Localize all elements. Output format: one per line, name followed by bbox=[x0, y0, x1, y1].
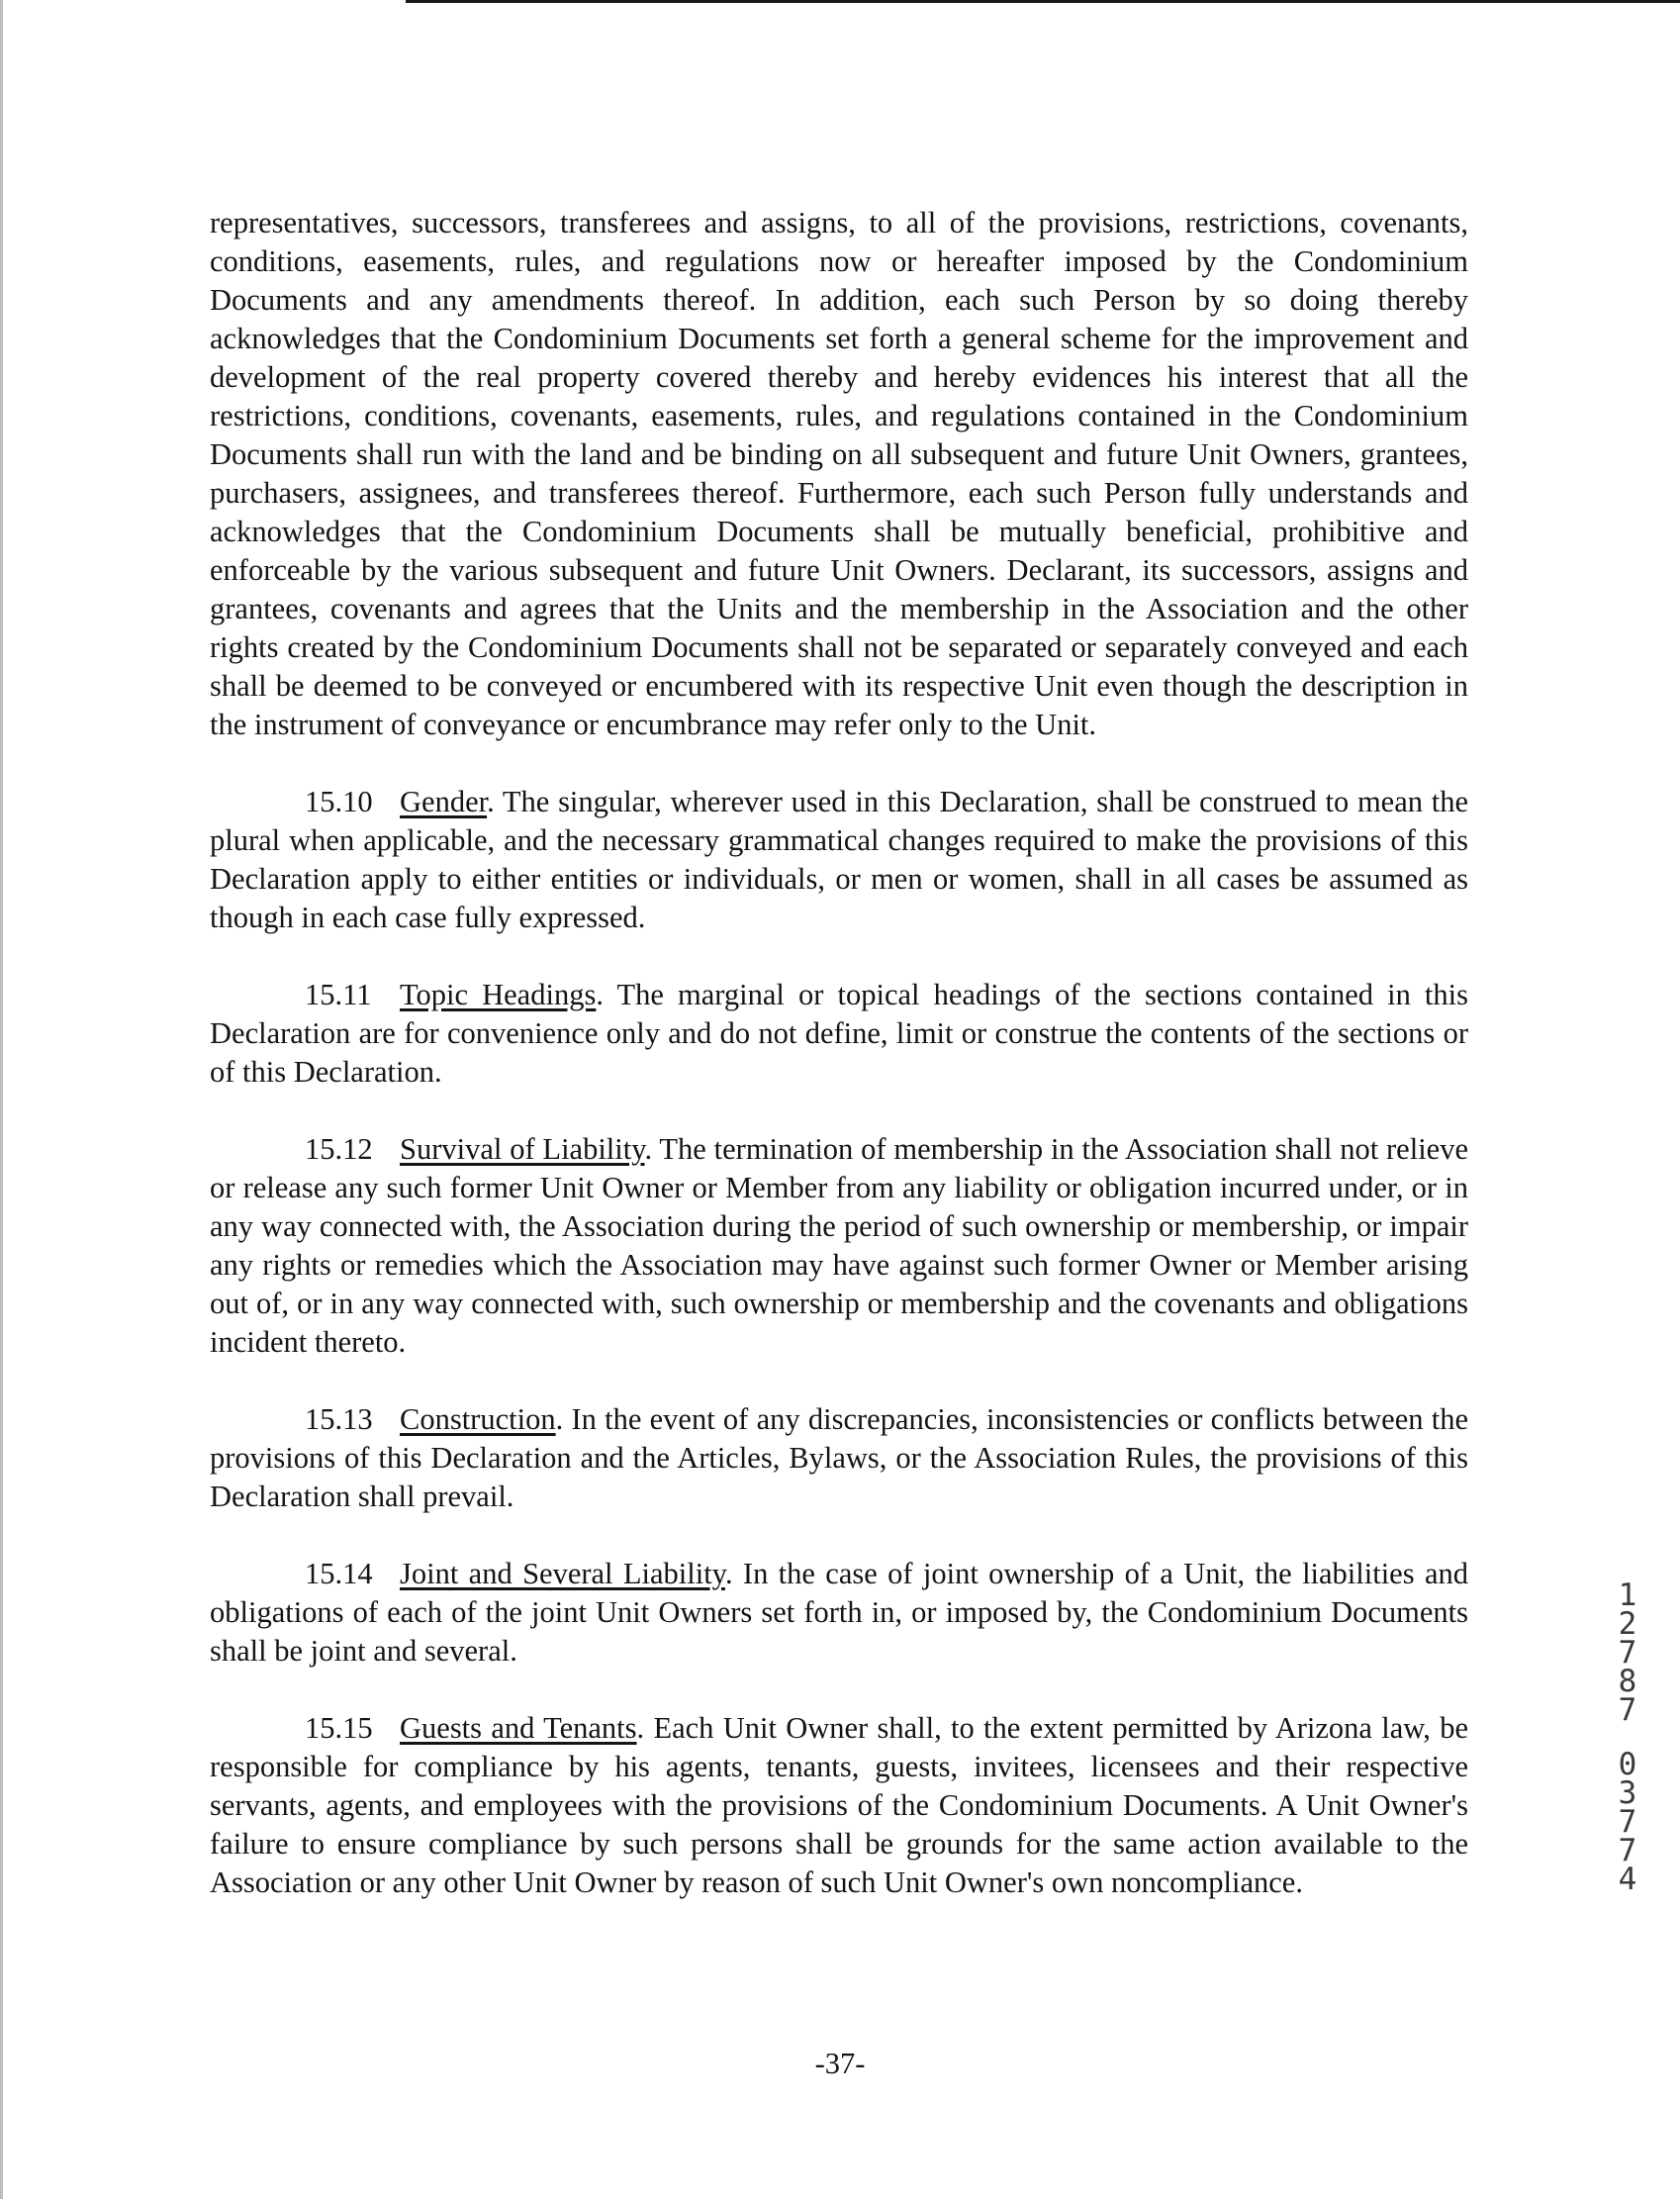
stamp-digit: 7 bbox=[1618, 1804, 1637, 1840]
section-heading: Topic Headings bbox=[400, 978, 597, 1011]
section-15-12 bbox=[210, 1130, 1468, 1362]
section-number: 15.14 bbox=[305, 1557, 373, 1590]
section-text: . Each Unit Owner shall, to the extent permitted by Arizona law, be responsible for compliance by his agents, tenants, guests, invitees, licensees and their respective servants, agents, and employees with the provisions of the Condominium Documents. A Unit Owner's failure to ensure compliance by such persons shall be grounds for the same action available to the Association or any other Unit Owner by reason of such Unit Owner's own noncompliance. bbox=[210, 1711, 1468, 1899]
section-text: . The singular, wherever used in this Declaration, shall be construed to mean the plural when applicable, and the necessary grammatical changes required to make the provisions of this Declaration apply to either entities or individuals, or men or women, shall in all cases be assumed as though in each case fully expressed. bbox=[210, 785, 1468, 934]
section-number: 15.10 bbox=[305, 785, 373, 818]
section-15-13 bbox=[210, 1400, 1468, 1516]
section-heading: Construction bbox=[400, 1402, 556, 1436]
top-scan-rule bbox=[406, 0, 1680, 3]
section-15-15 bbox=[210, 1709, 1468, 1902]
stamp-digit: 7 bbox=[1618, 1833, 1637, 1868]
stamp-digit: 4 bbox=[1618, 1862, 1637, 1897]
section-text: . In the event of any discrepancies, inconsistencies or conflicts between the provisions of this Declaration and the Articles, Bylaws, or the Association Rules, the provisions of this Declaration shall prevail. bbox=[210, 1402, 1468, 1513]
section-heading: Joint and Several Liability bbox=[400, 1557, 725, 1590]
section-text: . In the case of joint ownership of a Unit, the liabilities and obligations of each of the joint Unit Owners set forth in, or imposed by, the Condominium Documents shall be joint and several. bbox=[210, 1557, 1468, 1668]
stamp-digit: 0 bbox=[1618, 1747, 1637, 1782]
section-number: 15.12 bbox=[305, 1132, 373, 1166]
section-number: 15.13 bbox=[305, 1402, 373, 1436]
section-15-11 bbox=[210, 976, 1468, 1092]
section-text: . The termination of membership in the Association shall not relieve or release any such former Unit Owner or Member from any liability or obligation incurred under, or in any way connected with, the Association during the period of such ownership or membership, or impair any rights or remedies which the Association may have against such former Owner or Member arising out of, or in any way connected with, such ownership or membership and the covenants and obligations incident thereto. bbox=[210, 1132, 1468, 1359]
page-number: -37- bbox=[814, 2047, 866, 2080]
recording-number-stamp bbox=[1609, 1578, 1646, 1897]
stamp-digit: 3 bbox=[1618, 1775, 1637, 1811]
stamp-digit: 8 bbox=[1618, 1664, 1637, 1699]
stamp-digit: 7 bbox=[1618, 1692, 1637, 1728]
section-number: 15.11 bbox=[305, 978, 372, 1011]
section-15-14 bbox=[210, 1555, 1468, 1671]
left-scan-edge bbox=[0, 0, 3, 2199]
stamp-digit: 7 bbox=[1618, 1635, 1637, 1671]
section-text: . The marginal or topical headings of the sections contained in this Declaration are for convenience only and do not define, limit or construe the contents of the sections or of this Declaration. bbox=[210, 978, 1468, 1089]
stamp-digit: 2 bbox=[1618, 1606, 1637, 1642]
section-heading: Guests and Tenants bbox=[400, 1711, 637, 1745]
document-body bbox=[210, 204, 1468, 1941]
section-number: 15.15 bbox=[305, 1711, 373, 1745]
section-heading: Gender bbox=[400, 785, 488, 818]
stamp-digit: 1 bbox=[1618, 1578, 1637, 1613]
section-heading: Survival of Liability bbox=[400, 1132, 645, 1166]
continuation-paragraph: representatives, successors, transferees and assigns, to all of the provisions, restrictions, covenants, conditions, easements, rules, and regulations now or hereafter imposed by the Condominium Documents and any amendments thereof. In addition, each such Person by so doing thereby acknowledges that the Condominium Documents set forth a general scheme for the improvement and development of the real property covered thereby and hereby evidences his interest that all the restrictions, conditions, covenants, easements, rules, and regulations contained in the Condominium Documents shall run with the land and be binding on all subsequent and future Unit Owners, grantees, purchasers, assignees, and transferees thereof. Furthermore, each such Person fully understands and acknowledges that the Condominium Documents shall be mutually beneficial, prohibitive and enforceable by the various subsequent and future Unit Owners. Declarant, its successors, assigns and grantees, covenants and agrees that the Units and the membership in the Association and the other rights created by the Condominium Documents shall not be separated or separately conveyed and each shall be deemed to be conveyed or encumbered with its respective Unit even though the description in the instrument of conveyance or encumbrance may refer only to the Unit. bbox=[210, 206, 1468, 741]
section-15-10 bbox=[210, 783, 1468, 937]
